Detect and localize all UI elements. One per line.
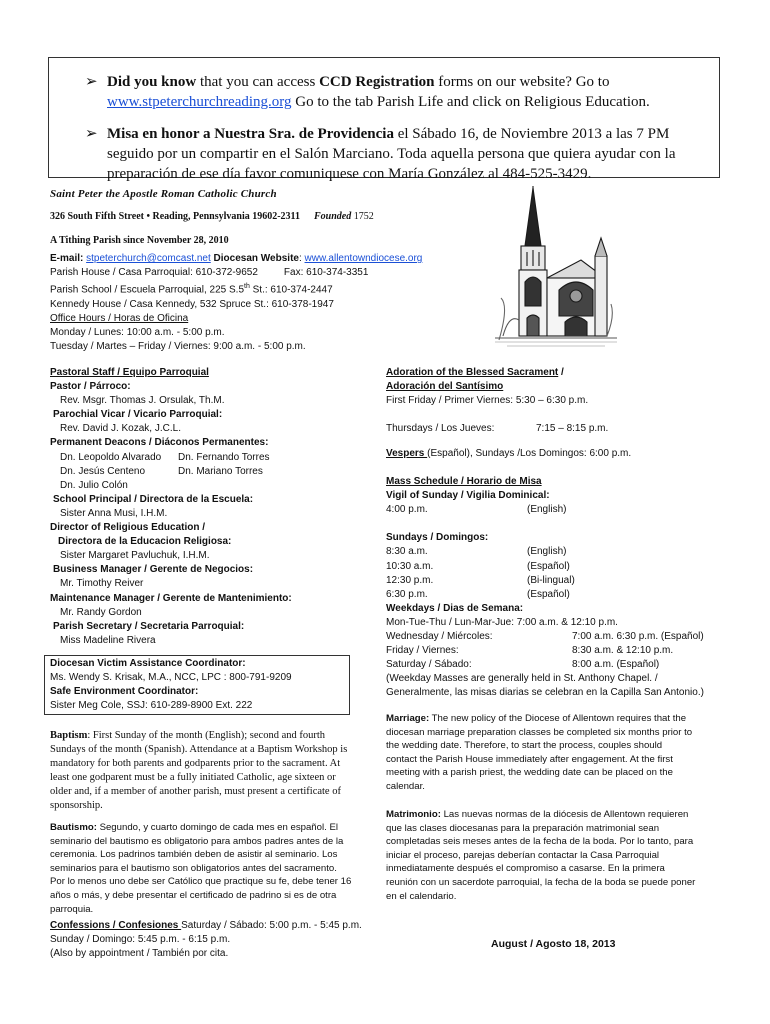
email-link[interactable]: stpeterchurch@comcast.net (86, 253, 211, 264)
notice-misa-title: Misa en honor a Nuestra Sra. de Providencia (107, 126, 394, 142)
marriage-english: Marriage: The new policy of the Diocese of Allentown requires that the diocesan marriage preparation classes be completed six months prior to the wedding date. Therefore, to start the process, couples should contact the Parish House immediately after engagement. At the first meeting with a parish priest, the wedding date can be placed on the calendar. (386, 713, 693, 792)
tithing-parish: A Tithing Parish since November 28, 2010 (50, 235, 229, 246)
matrimonio-spanish: Matrimonio: Las nuevas normas de la diócesis de Allentown requieren que las clases diocesanas para la preparación matrimonial sean completadas seis meses antes de la fecha de la boda. Por lo tanto, para iniciar el proceso, parejas deberían contactar la Casa Parroquial inmediatamente después el compromiso a casarse. En la primera reunión con un sacerdote parroquial, la fecha de la boda se puede poner en el calendario. (386, 809, 696, 902)
contact-block: E-mail: stpeterchurch@comcast.net Diocesan Website: www.allentowndiocese.org Parish House / Casa Parroquial: 610-372-9652 Fax: 610-374-3351 Parish School / Escuela Parroquial, 225 S.5th St.: 610-374-2447 Kennedy House / Casa Kennedy, 532 Spruce St.: 610-378-1947 Office Hours / Horas de Oficina Monday / Lunes: 10:00 a.m. - 5:00 p.m. Tuesday / Martes – Friday / Viernes: 9:00 a.m. - 5:00 p.m. (50, 253, 423, 352)
bulletin-date: August / Agosto 18, 2013 (491, 938, 616, 950)
pastoral-staff: Pastoral Staff / Equipo Parroquial Pastor / Párroco: Rev. Msgr. Thomas J. Orsulak, Th.M. Parochial Vicar / Vicario Parroquial: Rev. David J. Kozak, J.C.L. Permanent Deacons / Diáconos Permanentes: Dn. Leopoldo Alvarado Dn. Fernando Torres Dn. Jesús Centeno Dn. Mariano Torres Dn. Julio Colón School Principal / Directora de la Escuela: Sister Anna Musi, I.H.M. Director of Religious Education / Directora de la Educacion Religiosa: Sister Margaret Pavluchuk, I.H.M. Business Manager / Gerente de Negocios: Mr. Timothy Reiver Maintenance Manager / Gerente de Mantenimiento: Mr. Randy Gordon Parish Secretary / Secretaria Parroquial: Miss Madeline Rivera (50, 367, 292, 646)
staff-heading: Pastoral Staff / Equipo Parroquial (50, 367, 209, 378)
vespers: Vespers (Español), Sundays /Los Domingos: 6:00 p.m. (386, 448, 632, 459)
bautismo-spanish: Bautismo: Segundo, y cuarto domingo de cada mes en español. El seminario del bautismo es obligatorio para ambos padres antes de la ceremonia. Los padrinos también deben de asistir al seminario. Los seminarios para el bautismo son obligatorios antes del sacramento. Por lo menos uno debe ser Católico que practique su fe, debe tener 16 años o más, y debe presentar el certificado de padrino si es de otra parroquia. (50, 822, 352, 915)
victim-assistance: Diocesan Victim Assistance Coordinator: Ms. Wendy S. Krisak, M.A., NCC, LPC : 800-791-9209 Safe Environment Coordinator: Sister Meg Cole, SSJ: 610-289-8900 Ext. 222 (50, 658, 292, 712)
church-logo (495, 186, 617, 348)
arrow-bullet-icon: ➢ (85, 74, 98, 90)
arrow-bullet-icon: ➢ (85, 126, 98, 142)
office-hours-heading: Office Hours / Horas de Oficina (50, 312, 189, 324)
mass-schedule-title: Mass Schedule / Horario de Misa (386, 476, 542, 487)
notice-item-2: ➢ Misa en honor a Nuestra Sra. de Providencia el Sábado 16, de Noviembre 2013 a las 7 PM seguido por un compartir en el Salón Marciano. Toda aquella persona que quiera ayudar con la preparación de ese día favor comuniquese con María González al 484-525-3429. (85, 126, 676, 182)
mass-schedule: Mass Schedule / Horario de Misa Vigil of Sunday / Vigilia Dominical: 4:00 p.m. (English) Sundays / Domingos: 8:30 a.m. (English) 10:30 a.m. (Español) 12:30 p.m. (Bi-lingual) 6:30 p.m. (Español) Weekdays / Dias de Semana: Mon-Tue-Thu / Lun-Mar-Jue: 7:00 a.m. & 12:10 p.m. Wednesday / Miércoles: 7:00 a.m. 6:30 p.m. (Español) Friday / Viernes: 8:30 a.m. & 12:10 p.m. Saturday / Sábado: 8:00 a.m. (Español) (Weekday Masses are generally held in St. Anthony Chapel. / Generalmente, las misas diarias se celebran en la Capilla San Antonio.) (386, 476, 704, 699)
adoration: Adoration of the Blessed Sacrament / Adoración del Santísimo First Friday / Primer Viernes: 5:30 – 6:30 p.m. Thursdays / Los Jueves: 7:15 – 8:15 p.m. (386, 367, 609, 435)
baptism-english: Baptism: First Sunday of the month (English); second and fourth Sundays of the month (Spanish). Attendance at a Baptism Workshop is mandatory for both parents and godparents prior to the sacrament. At least one godparent must be a fully initiated Catholic, age sixteen or older and, if a member of another parish, must present a certificate of sponsorship. (50, 730, 348, 812)
notice-did-you-know: Did you know (107, 74, 197, 90)
church-address: 326 South Fifth Street • Reading, Pennsylvania 19602-2311 Founded 1752 (50, 211, 374, 222)
notice-ccd-registration: CCD Registration (319, 74, 435, 90)
confessions: Confessions / Confesiones Saturday / Sábado: 5:00 p.m. - 5:45 p.m. Sunday / Domingo: 5:45 p.m. - 6:15 p.m. (Also by appointment / También por cita. (50, 920, 362, 960)
diocesan-website-link[interactable]: www.allentowndiocese.org (304, 253, 423, 264)
church-name: Saint Peter the Apostle Roman Catholic Church (50, 188, 277, 200)
notice-item-1: ➢ Did you know that you can access CCD Registration forms on our website? Go to www.stpeterchurchreading.org Go to the tab Parish Life and click on Religious Education. (85, 74, 650, 110)
parish-website-link[interactable]: www.stpeterchurchreading.org (107, 94, 292, 110)
